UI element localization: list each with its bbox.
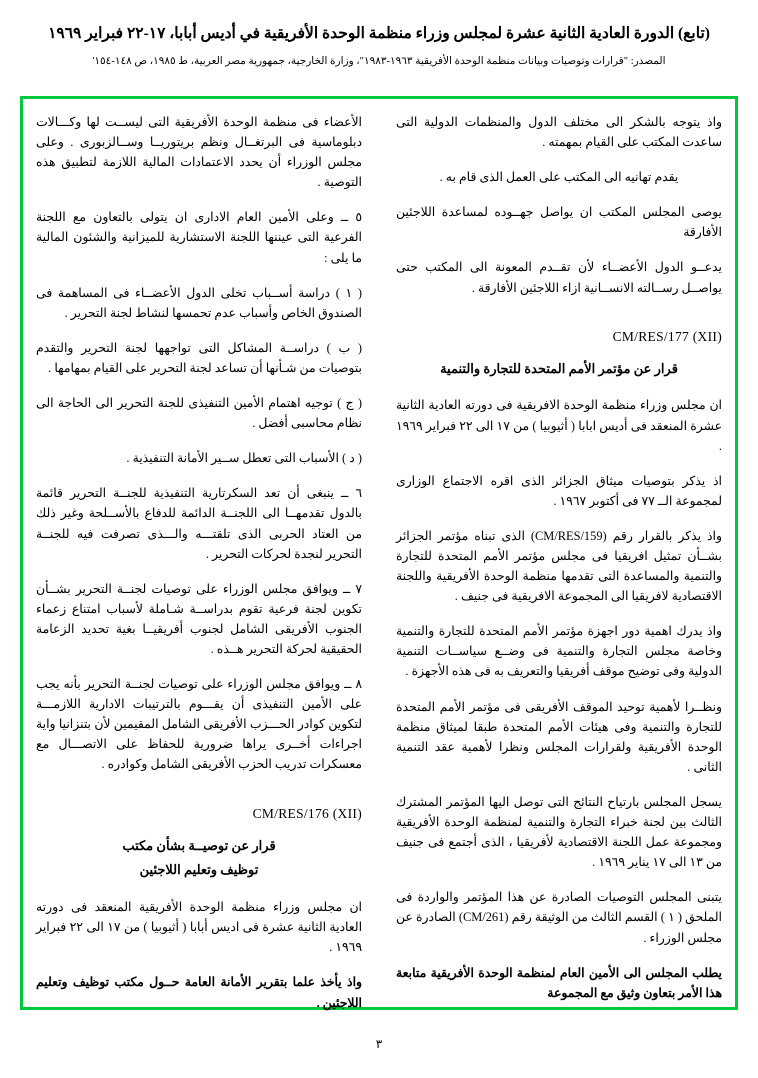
- page-header: [0, 0, 758, 70]
- resolution-title: قرار عن مؤتمر الأمم المتحدة للتجارة والتنمية: [440, 360, 678, 376]
- paragraph: ( ١ ) دراسة أســباب تخلى الدول الأعضــاء فى المساهمة فى الصندوق الخاص وأسباب عدم تحمسها لنشاط لجنة التحرير .: [36, 285, 362, 320]
- source-note: المصدر: "قرارات وتوصيات وبيانات منظمة الوحدة الأفريقية ١٩٦٣-١٩٨٣"، وزارة الخارجية، جمهورية مصر العربية، ط ١٩٨٥، ص ١٤٨-١٥٤': [92, 56, 666, 68]
- paragraph: يطلب المجلس الى الأمين العام لمنظمة الوحدة الأفريقية متابعة هذا الأمر بتعاون وثيق مع المجموعة: [396, 965, 722, 1000]
- page-title: (تابع) الدورة العادية الثانية عشرة لمجلس وزراء منظمة الوحدة الأفريقية في أديس أبابا، ١٧-٢٢ فبراير ١٩٦٩: [48, 25, 710, 42]
- paragraph: واذ يتوجه بالشكر الى مختلف الدول والمنظمات الدولية التى ساعدت المكتب على القيام بمهمته .: [396, 115, 722, 150]
- paragraph: واذ يذكر بالقرار رقم (CM/RES/159) الذى تبناه مؤتمر الجزائر بشــأن تمثيل افريقيا فى مجلس مؤتمر الأمم المتحدة للتجارة والتنمية والمساعدة التى تقدمها منظمة الوحدة الأفريقية واللجنة الاقتصادية لافريقيا الى المجموعة الافريقية فى جنيف .: [396, 528, 722, 604]
- paragraph: ونظــرا لأهمية توحيد الموقف الأفريقى فى مؤتمر الأمم المتحدة للتجارة والتنمية وفى هيئات الأمم المتحدة طبقا لميثاق منظمة الوحدة الأفريقية ولقرارات المجلس ونظرا لأهمية عقد التنمية الثانى .: [396, 699, 722, 774]
- paragraph: يتبنى المجلس التوصيات الصادرة عن هذا المؤتمر والواردة فى الملحق ( ١ ) القسم الثالث من الوثيقة رقم (CM/261) الصادرة عن مجلس الوزراء .: [396, 890, 722, 945]
- paragraph: ٥ ــ وعلى الأمين العام الادارى ان يتولى بالتعاون مع اللجنة الفرعية التى عيننها اللجنة الاستشارية للميزانية والشئون المالية ما يلى :: [36, 210, 362, 265]
- paragraph: الأعضاء فى منظمة الوحدة الأفريقية التى ليســت لها وكـــالات دبلوماسية فى البرتغــال ونظم بريتوريــا وســالزبورى . وعلى مجلس الوزراء أن يحدد الاعتمادات المالية اللازمة لتطبيق هذه التوصية .: [36, 115, 362, 190]
- paragraph: اذ يذكر بتوصيات ميثاق الجزائر الذى اقره الاجتماع الوزارى لمجموعة الــ ٧٧ فى أكتوبر ١٩٦٧ .: [396, 473, 722, 508]
- resolution-code: CM/RES/177 (XII): [612, 328, 722, 344]
- paragraph: يسجل المجلس بارتياح النتائج التى توصل اليها المؤتمر المشترك الثالث بين لجنة خبراء التجارة والتنمية لمنظمة الوحدة الأفريقية ومجموعة عمل اللجنة الاقتصادية لأفريقيا ، الذى أجتمع فى جنيف من ١٣ الى ١٧ يناير ١٩٦٩ .: [396, 794, 722, 870]
- paragraph: ان مجلس وزراء منظمة الوحدة الأفريقية المنعقد فى دورته العادية الثانية عشرة فى اديس أبابا ( أثيوبيا ) من ١٧ الى ٢٢ فبراير ١٩٦٩ .: [36, 900, 363, 955]
- resolution-title-line-1: قرار عن توصيــة بشأن مكتب: [122, 837, 276, 853]
- paragraph: يوصى المجلس المكتب ان يواصل جهــوده لمساعدة اللاجئين الأفارقة: [396, 205, 722, 240]
- column-right: [36, 112, 363, 1010]
- two-column-body: [36, 112, 723, 1010]
- paragraph: ( د ) الأسباب التى تعطل ســير الأمانة التنفيذية .: [126, 451, 362, 466]
- paragraph: ان مجلس وزراء منظمة الوحدة الافريقية فى دورته العادية الثانية عشرة المنعقد فى أديس ابابا ( أثيوبيا ) من ١٧ الى ٢٢ فبراير ١٩٦٩ .: [396, 398, 723, 453]
- paragraph: واذ يدرك اهمية دور اجهزة مؤتمر الأمم المتحدة للتجارة والتنمية وخاصة مجلس التجارة والتنمية فى وضــع سياســات التنمية الدولية وفى توضيح موقف أفريقيا والتعريف به فى هذه الأجهزة .: [396, 624, 722, 679]
- paragraph: ( ب ) دراســة المشاكل التى تواجهها لجنة التحرير والتقدم بتوصيات من شـأنها أن تساعد لجنة التحرير على القيام بمهامها .: [36, 340, 362, 375]
- page-number: ٣: [375, 1037, 383, 1051]
- paragraph: واذ يأخذ علما بتقرير الأمانة العامة حــول مكتب توظيف وتعليم اللاجئين .: [36, 975, 362, 1010]
- column-left: [396, 112, 723, 1000]
- resolution-title-line-2: توظيف وتعليم اللاجئين: [139, 862, 259, 878]
- paragraph: يقدم تهانيه الى المكتب على العمل الذى قام به .: [439, 170, 679, 185]
- paragraph: ٨ ــ ويوافق مجلس الوزراء على توصيات لجنــة التحرير بأنه يجب على الأمين التنفيذى أن يقـــوم بالترتيبات الادارية اللازمـــة لتكوين كوادر الحـــزب الأفريقى الشامل المقيمين لأن بتنزانيا واية اجراءات أخــرى يراها ضرورية للحفاظ على الاتصـــال مع معسكرات تدريب الحزب الأفريقى الشامل وكوادره .: [36, 677, 362, 772]
- paragraph: ٧ ــ ويوافق مجلس الوزراء على توصيات لجنــة التحرير بشــأن تكوين لجنة فرعية تقوم بدراســة شـاملة لأسباب امتناع زعماء الجنوب الأفريقى الشامل لجنوب أفريقيــا بغية تحديد الزعامة الحقيقية لحركة التحرير هــذه .: [36, 581, 362, 656]
- paragraph: ( ج ) توجيه اهتمام الأمين التنفيذى للجنة التحرير الى الحاجة الى نظام محاسبى أفضل .: [36, 396, 362, 431]
- resolution-code: CM/RES/176 (XII): [252, 805, 362, 821]
- paragraph: يدعــو الدول الأعضــاء لأن تقــدم المعونة الى المكتب حتى يواصــل رســالته الانســانية ازاء اللاجئين الأفارقة .: [396, 260, 722, 295]
- paragraph: ٦ ــ ينبغى أن تعد السكرتارية التنفيذية للجنــة التحرير قائمة بالدول تقدمهــا الى اللجنــة الدائمة للدفاع بالأســلحة وغير ذلك من العتاد الحربى الذى تلقتـــه والـــذى تصرفت فيه للجنــة التحرير لنجدة لحركات التحرير .: [36, 486, 362, 561]
